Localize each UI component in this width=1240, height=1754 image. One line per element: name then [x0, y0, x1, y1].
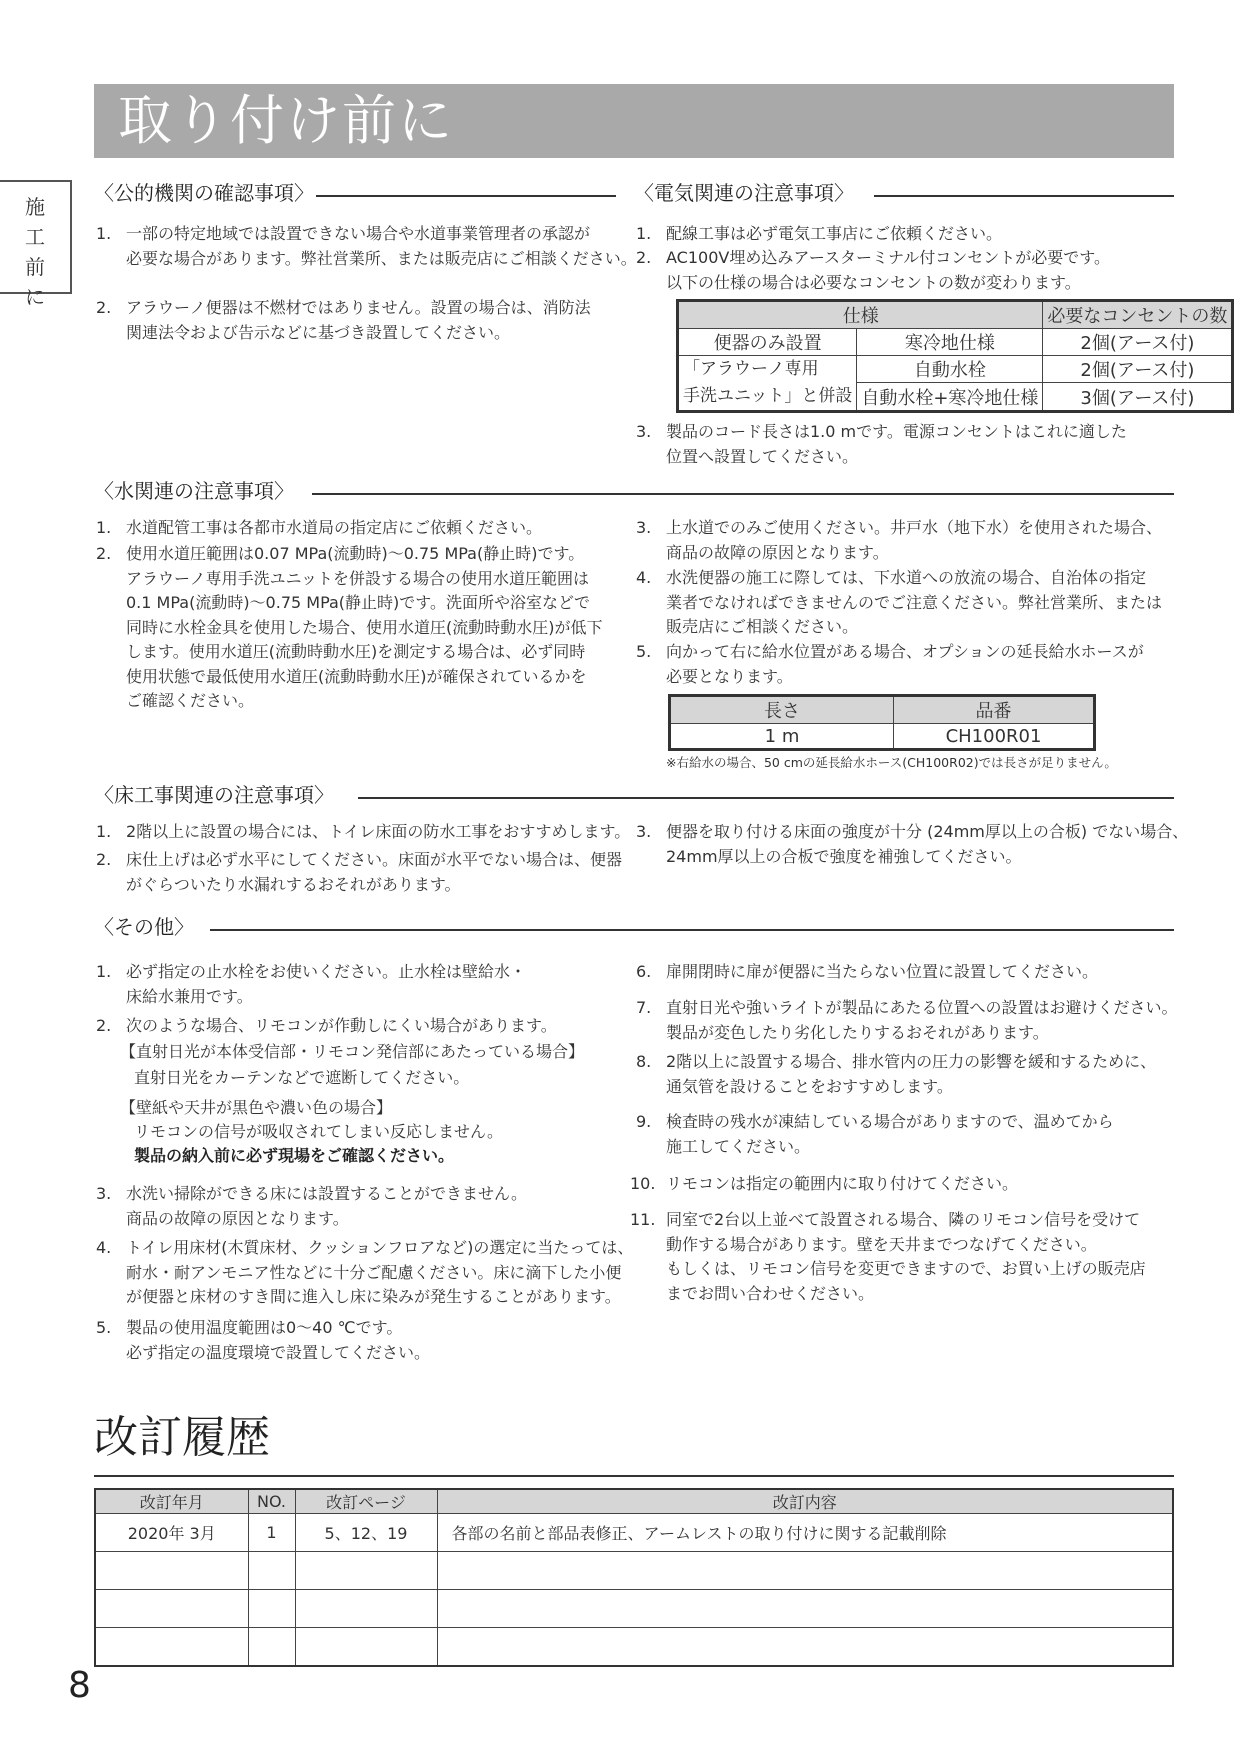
table-cell: 2020年 3月: [95, 1514, 248, 1552]
heading-rule: [316, 195, 616, 197]
table-cell: 2個(アース付): [1043, 356, 1233, 383]
table-cell: 1 m: [670, 724, 894, 750]
table-header: 品番: [894, 696, 1095, 724]
outlet-spec-table: [676, 299, 1234, 413]
section-heading-electric: 〈電気関連の注意事項〉: [634, 180, 1174, 210]
section-heading-floor: 〈床工事関連の注意事項〉: [94, 782, 1174, 812]
sub-heading: 【直射日光が本体受信部・リモコン発信部にあたっている場合】: [120, 1042, 585, 1061]
table-header: 長さ: [670, 696, 894, 724]
section-heading-public: 〈公的機関の確認事項〉: [94, 180, 616, 210]
table-cell: [295, 1590, 437, 1628]
hose-table: [668, 694, 1096, 751]
table-cell: [437, 1552, 1173, 1590]
table-cell: [437, 1628, 1173, 1666]
page-number: 8: [68, 1665, 91, 1706]
table-cell: [437, 1590, 1173, 1628]
table-cell: 各部の名前と部品表修正、アームレストの取り付けに関する記載削除: [437, 1514, 1173, 1552]
table-row: [95, 1590, 1173, 1628]
table-cell: [295, 1552, 437, 1590]
table-cell: [95, 1590, 248, 1628]
sub-text: 直射日光をカーテンなどで遮断してください。: [134, 1068, 470, 1087]
revision-table: [94, 1488, 1174, 1667]
table-cell: CH100R01: [894, 724, 1095, 750]
table-cell: 自動水栓: [857, 356, 1043, 383]
table-cell: 2個(アース付): [1043, 329, 1233, 356]
table-header: 改訂年月: [95, 1489, 248, 1514]
table-cell: [295, 1628, 437, 1666]
table-cell: 「アラウーノ専用 手洗ユニット」と併設: [678, 356, 857, 412]
table-cell: 1: [248, 1514, 295, 1552]
heading-rule: [210, 929, 1174, 931]
table-row: [95, 1514, 1173, 1552]
table-cell: [248, 1628, 295, 1666]
title-bar: [94, 84, 1174, 158]
table-cell: 3個(アース付): [1043, 383, 1233, 412]
table-header: 必要なコンセントの数: [1043, 301, 1233, 329]
table-header: NO.: [248, 1489, 295, 1514]
table-cell: 5、12、19: [295, 1514, 437, 1552]
heading-rule: [358, 797, 1174, 799]
sub-text: リモコンの信号が吸収されてしまい反応しません。: [134, 1122, 503, 1141]
table-cell: 便器のみ設置: [678, 329, 857, 356]
sub-heading: 【壁紙や天井が黒色や濃い色の場合】: [120, 1098, 393, 1117]
table-cell: 自動水栓+寒冷地仕様: [857, 383, 1043, 412]
revision-rule: [94, 1475, 1174, 1477]
side-tab-label: 施 工 前 に: [25, 195, 45, 309]
table-cell: [95, 1552, 248, 1590]
table-header: 改訂ページ: [295, 1489, 437, 1514]
table-cell: [248, 1590, 295, 1628]
heading-rule: [312, 493, 1174, 495]
revision-title: 改訂履歴: [94, 1412, 270, 1463]
table-cell: 寒冷地仕様: [857, 329, 1043, 356]
section-heading-water: 〈水関連の注意事項〉: [94, 478, 1174, 508]
table-row: [95, 1552, 1173, 1590]
side-tab: [0, 180, 72, 309]
section-heading-other: 〈その他〉: [94, 914, 1174, 944]
page-title: 取り付け前に: [118, 89, 454, 152]
table-cell: [248, 1552, 295, 1590]
sub-text-emphasis: 製品の納入前に必ず現場をご確認ください。: [134, 1146, 455, 1165]
table-cell: [95, 1628, 248, 1666]
table-row: [95, 1628, 1173, 1666]
table-header: 改訂内容: [437, 1489, 1173, 1514]
hose-note: ※右給水の場合、50 cmの延長給水ホース(CH100R02)では長さが足りません。: [666, 755, 1117, 770]
table-header: 仕様: [678, 301, 1043, 329]
heading-rule: [874, 195, 1174, 197]
